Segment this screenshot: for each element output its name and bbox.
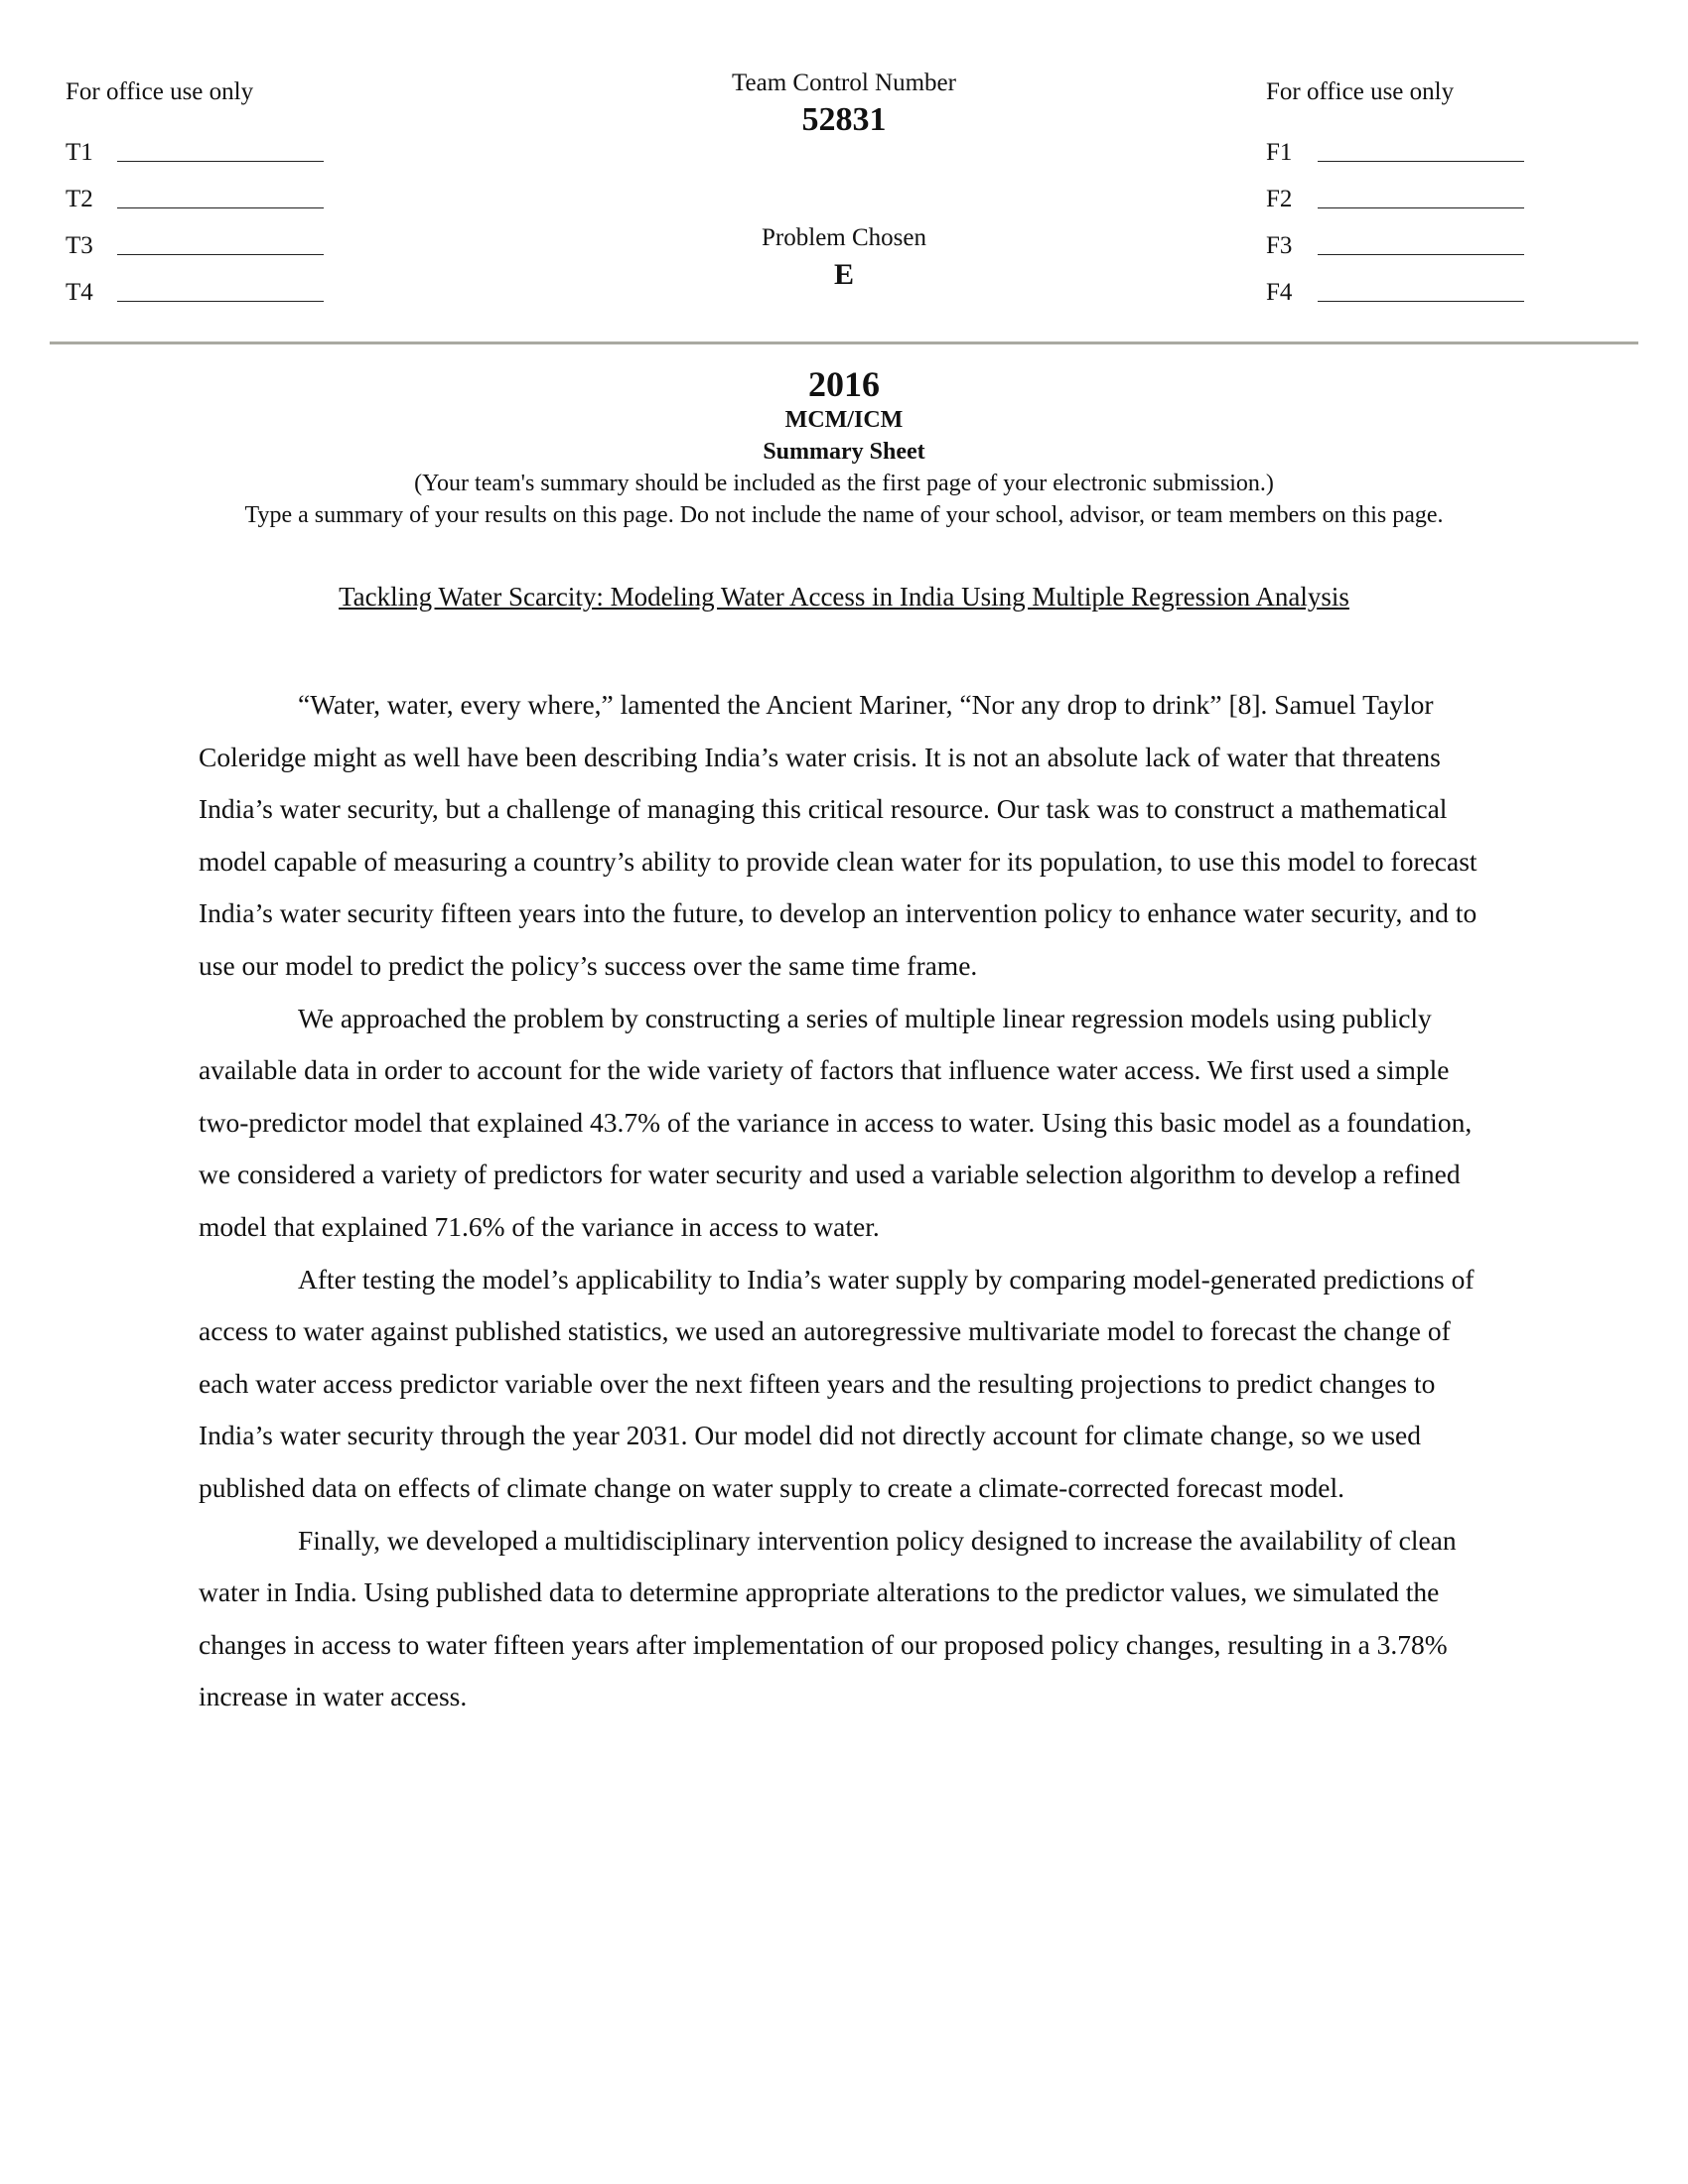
summary-instruction-2: Type a summary of your results on this page. Do not include the name of your school, advisor, or team members on this page. <box>244 502 1444 528</box>
office-field-f4 <box>1266 261 1524 308</box>
office-use-right <box>1266 77 1524 308</box>
summary-paragraph-2: We approached the problem by constructing a series of multiple linear regression models using publicly available data in order to account for the wide variety of factors that influence water access. We first used a simple two-predictor model that explained 43.7% of the variance in access to water. Using this basic model as a foundation, we considered a variety of predictors for water security and used a variable selection algorithm to develop a refined model that explained 71.6% of the variance in access to water. <box>199 1002 1473 1242</box>
office-field-t3 <box>66 214 324 261</box>
header-divider <box>50 341 1638 344</box>
office-field-line <box>1318 161 1524 162</box>
summary-body <box>199 679 1489 1723</box>
office-field-line <box>117 207 324 208</box>
contest-year: 2016 <box>808 364 880 404</box>
office-field-label: F1 <box>1266 139 1293 166</box>
team-control-number: 52831 <box>801 101 887 138</box>
office-field-label: T1 <box>66 139 93 166</box>
office-field-label: F2 <box>1266 186 1293 212</box>
office-field-label: T4 <box>66 279 93 306</box>
contest-name: MCM/ICM <box>784 407 904 433</box>
summary-sheet-heading: Summary Sheet <box>763 439 925 465</box>
office-field-label: T2 <box>66 186 93 212</box>
summary-paragraph-1: “Water, water, every where,” lamented the Ancient Mariner, “Nor any drop to drink” [8]. Samuel Taylor Coleridge might as well have been describing India’s water crisis. It is not an absolute lack of water that threatens India’s water security, but a challenge of managing this critical resource. Our task was to construct a mathematical model capable of measuring a country’s ability to provide clean water for its population, to use this model to forecast India’s water security fifteen years into the future, to develop an intervention policy to enhance water security, and to use our model to predict the policy’s success over the same time frame. <box>199 689 1477 981</box>
problem-chosen-label: Problem Chosen <box>762 224 926 251</box>
office-field-line <box>1318 254 1524 255</box>
office-field-f3 <box>1266 214 1524 261</box>
office-use-title-left: For office use only <box>66 78 254 105</box>
office-field-line <box>1318 301 1524 302</box>
office-field-line <box>117 301 324 302</box>
summary-paragraph-4: Finally, we developed a multidisciplinary intervention policy designed to increase the availability of clean water in India. Using published data to determine appropriate alterations to the predictor values, we simulated the changes in access to water fifteen years after implementation of our proposed policy changes, resulting in a 3.78% increase in water access. <box>199 1524 1457 1712</box>
office-field-line <box>1318 207 1524 208</box>
office-use-title-right: For office use only <box>1266 78 1455 105</box>
office-field-f1 <box>1266 121 1524 168</box>
office-field-line <box>117 254 324 255</box>
office-field-f2 <box>1266 168 1524 214</box>
office-field-t4 <box>66 261 324 308</box>
problem-chosen-value: E <box>833 258 854 291</box>
office-use-left <box>66 77 324 308</box>
paper-title: Tackling Water Scarcity: Modeling Water Access in India Using Multiple Regression Analysis <box>339 582 1349 612</box>
office-field-label: F4 <box>1266 279 1293 306</box>
summary-instruction-1: (Your team's summary should be included as the first page of your electronic submission.) <box>414 471 1274 496</box>
team-control-label: Team Control Number <box>732 69 956 96</box>
summary-paragraph-3: After testing the model’s applicability to India’s water supply by comparing model-generated predictions of access to water against published statistics, we used an autoregressive multivariate model to forecast the change of each water access predictor variable over the next fifteen years and the resulting projections to predict changes to India’s water security through the year 2031. Our model did not directly account for climate change, so we used published data on effects of climate change on water supply to create a climate-corrected forecast model. <box>199 1263 1475 1503</box>
office-field-t2 <box>66 168 324 214</box>
office-field-line <box>117 161 324 162</box>
office-field-label: F3 <box>1266 232 1293 259</box>
office-field-label: T3 <box>66 232 93 259</box>
office-field-t1 <box>66 121 324 168</box>
